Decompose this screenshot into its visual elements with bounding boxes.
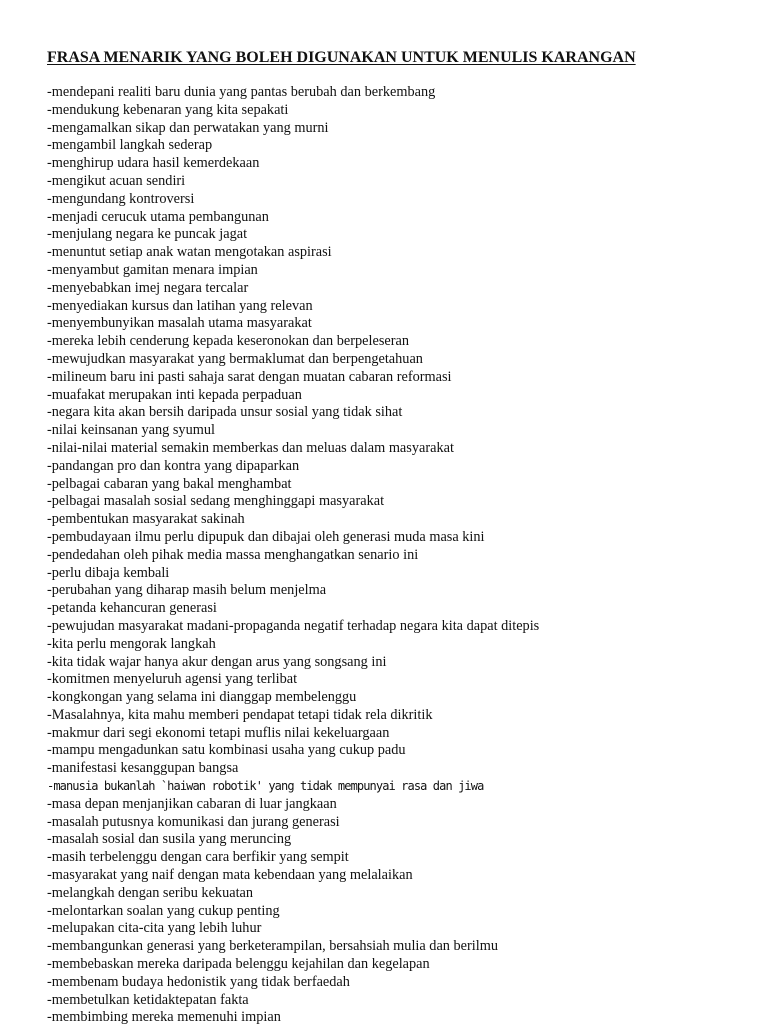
phrase-item: -mengundang kontroversi	[47, 190, 195, 207]
phrase-item: -mengambil langkah sederap	[47, 137, 213, 154]
phrase-item: -membebaskan mereka daripada belenggu kejahilan dan kegelapan	[47, 956, 430, 973]
phrase-item: -membetulkan ketidaktepatan fakta	[47, 991, 249, 1008]
phrase-item: -pandangan pro dan kontra yang dipaparkan	[47, 457, 300, 474]
phrase-item: -melupakan cita-cita yang lebih luhur	[47, 920, 262, 937]
phrase-item: -mewujudkan masyarakat yang bermaklumat dan berpengetahuan	[47, 350, 423, 367]
phrase-item: -manusia bukanlah `haiwan robotik' yang tidak mempunyai rasa dan jiwa	[47, 779, 484, 794]
phrase-item: -menjulang negara ke puncak jagat	[47, 226, 248, 243]
phrase-item: -masyarakat yang naif dengan mata kebendaan yang melalaikan	[47, 867, 413, 884]
phrase-item: -negara kita akan bersih daripada unsur sosial yang tidak sihat	[47, 404, 403, 421]
phrase-item: -nilai keinsanan yang syumul	[47, 422, 215, 439]
phrase-item: -mengamalkan sikap dan perwatakan yang murni	[47, 119, 329, 136]
phrase-item: -makmur dari segi ekonomi tetapi muflis nilai kekeluargaan	[47, 724, 390, 741]
phrase-item: -melontarkan soalan yang cukup penting	[47, 902, 280, 919]
phrase-item: -masalah sosial dan susila yang meruncing	[47, 831, 292, 848]
phrase-item: -nilai-nilai material semakin memberkas dan meluas dalam masyarakat	[47, 439, 454, 456]
phrase-item: -perubahan yang diharap masih belum menjelma	[47, 582, 327, 599]
phrase-item: -mendukung kebenaran yang kita sepakati	[47, 101, 289, 118]
phrase-item: -manifestasi kesanggupan bangsa	[47, 760, 239, 777]
phrase-item: -mengikut acuan sendiri	[47, 172, 186, 189]
phrase-item: -muafakat merupakan inti kepada perpaduan	[47, 386, 302, 403]
phrase-item: -membangunkan generasi yang berketerampilan, bersahsiah mulia dan berilmu	[47, 938, 498, 955]
phrase-item: -menyembunyikan masalah utama masyarakat	[47, 315, 312, 332]
phrase-item: -menjadi cerucuk utama pembangunan	[47, 208, 269, 225]
phrase-item: -komitmen menyeluruh agensi yang terlibat	[47, 671, 298, 688]
phrase-item: -membimbing mereka memenuhi impian	[47, 1009, 281, 1024]
phrase-item: -pewujudan masyarakat madani-propaganda negatif terhadap negara kita dapat ditepis	[47, 617, 540, 634]
phrase-item: -menyebabkan imej negara tercalar	[47, 279, 249, 296]
phrase-item: -pelbagai masalah sosial sedang menghinggapi masyarakat	[47, 493, 385, 510]
phrase-item: -kita tidak wajar hanya akur dengan arus yang songsang ini	[47, 653, 387, 670]
phrase-item: -mendepani realiti baru dunia yang pantas berubah dan berkembang	[47, 84, 436, 100]
phrase-list	[47, 84, 539, 1024]
phrase-item: -perlu dibaja kembali	[47, 564, 170, 581]
phrase-item: -milineum baru ini pasti sahaja sarat dengan muatan cabaran reformasi	[47, 368, 452, 385]
phrase-item: -pembentukan masyarakat sakinah	[47, 511, 245, 528]
phrase-item: -masa depan menjanjikan cabaran di luar jangkaan	[47, 795, 337, 812]
phrase-item: -menyediakan kursus dan latihan yang relevan	[47, 297, 313, 314]
document-title: FRASA MENARIK YANG BOLEH DIGUNAKAN UNTUK MENULIS KARANGAN	[47, 49, 636, 66]
phrase-item: -pembudayaan ilmu perlu dipupuk dan dibajai oleh generasi muda masa kini	[47, 528, 485, 545]
phrase-item: -menuntut setiap anak watan mengotakan aspirasi	[47, 244, 332, 261]
phrase-item: -membenam budaya hedonistik yang tidak berfaedah	[47, 973, 350, 990]
phrase-item: -mampu mengadunkan satu kombinasi usaha yang cukup padu	[47, 742, 406, 759]
phrase-item: -melangkah dengan seribu kekuatan	[47, 884, 254, 901]
phrase-item: -pendedahan oleh pihak media massa menghangatkan senario ini	[47, 546, 419, 563]
phrase-item: -menyambut gamitan menara impian	[47, 261, 258, 278]
phrase-item: -masalah putusnya komunikasi dan jurang generasi	[47, 813, 340, 830]
phrase-item: -Masalahnya, kita mahu memberi pendapat tetapi tidak rela dikritik	[47, 706, 433, 723]
phrase-item: -pelbagai cabaran yang bakal menghambat	[47, 475, 292, 492]
phrase-item: -petanda kehancuran generasi	[47, 600, 217, 617]
phrase-item: -kongkongan yang selama ini dianggap membelenggu	[47, 689, 357, 706]
phrase-item: -menghirup udara hasil kemerdekaan	[47, 155, 260, 172]
phrase-item: -masih terbelenggu dengan cara berfikir yang sempit	[47, 849, 349, 866]
phrase-item: -mereka lebih cenderung kepada keseronokan dan berpeleseran	[47, 333, 410, 350]
phrase-item: -kita perlu mengorak langkah	[47, 635, 216, 652]
